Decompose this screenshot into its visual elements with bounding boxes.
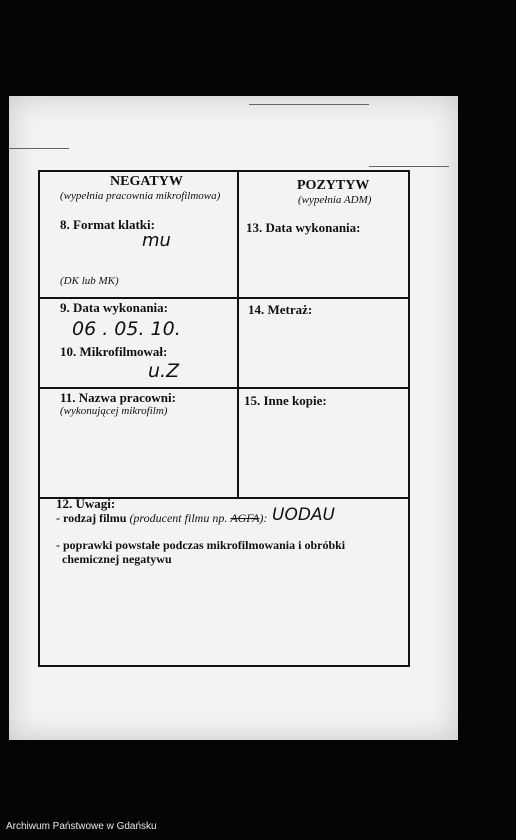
uwagi-label: 12. Uwagi:	[56, 496, 116, 511]
film-type-hint: (producent filmu np.	[129, 511, 228, 525]
film-type-close: ):	[259, 511, 268, 525]
film-type-value: UODAU	[272, 505, 335, 525]
operator-label: 10. Mikrofilmował:	[60, 344, 168, 359]
archive-footer: Archiwum Państwowe w Gdańsku	[6, 821, 157, 832]
length-label: 14. Metraż:	[248, 302, 313, 317]
row-divider	[40, 297, 408, 299]
scratch-mark	[249, 104, 369, 105]
pozytyw-title: POZYTYW	[297, 178, 370, 193]
lab-label: 11. Nazwa pracowni:	[60, 390, 176, 405]
date-label: 9. Data wykonania:	[60, 300, 168, 315]
column-divider	[237, 172, 239, 497]
film-type-label: - rodzaj filmu	[56, 511, 127, 525]
scratch-mark	[9, 148, 69, 149]
corrections-line-2: chemicznej negatywu	[62, 552, 172, 566]
row-divider	[40, 387, 408, 389]
pozytyw-date-label: 13. Data wykonania:	[246, 220, 361, 235]
film-type-struck: AGFA	[230, 511, 260, 525]
corrections-line-1: - poprawki powstałe podczas mikrofilmowania i obróbki	[56, 538, 346, 552]
pozytyw-subtitle: (wypełnia ADM)	[298, 194, 372, 206]
operator-value: u.Z	[148, 360, 180, 382]
lab-hint: (wykonującej mikrofilm)	[60, 405, 168, 417]
format-label: 8. Format klatki:	[60, 217, 155, 232]
copies-label: 15. Inne kopie:	[244, 393, 327, 408]
date-value: 06 . 05. 10.	[72, 318, 181, 340]
negatyw-subtitle: (wypełnia pracownia mikrofilmowa)	[60, 190, 221, 202]
format-value: mu	[142, 230, 171, 251]
film-type-line	[56, 511, 267, 526]
scratch-mark	[369, 166, 449, 167]
negatyw-title: NEGATYW	[110, 174, 183, 189]
microfilm-form	[38, 170, 410, 667]
format-hint: (DK lub MK)	[60, 275, 119, 287]
